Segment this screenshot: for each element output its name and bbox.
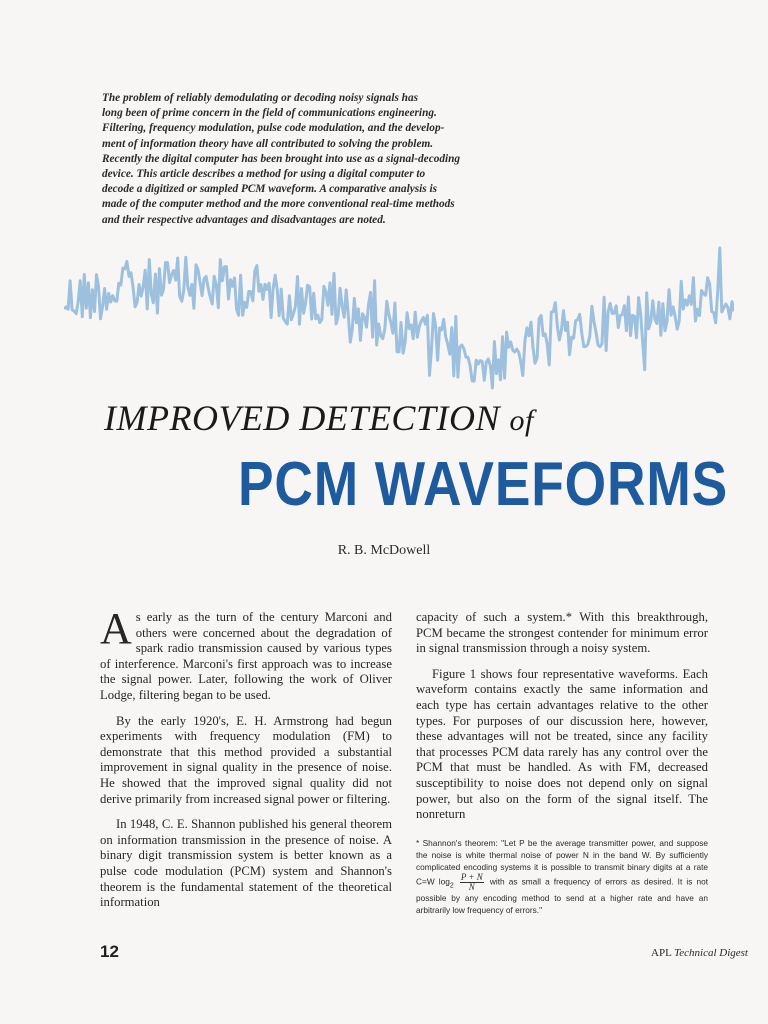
body-paragraph <box>100 604 392 704</box>
footnote-text-a: * Shannon's theorem: "Let P be the average transmitter power, and suppose the noise is white thermal noise of power N in the band W. By sufficiently complicated encoding systems it is possible to transmit binary digits at a rate C=W log <box>416 837 708 887</box>
title-line-1 <box>104 397 534 439</box>
abstract <box>102 91 582 228</box>
noisy-waveform-illustration <box>64 240 734 395</box>
abstract-line: Recently the digital computer has been brought into use as a signal-decoding <box>102 152 461 165</box>
body-paragraph: capacity of such a system.* With this breakthrough, PCM became the strongest contender for minimum error in signal transmission through a noisy system. <box>416 610 708 656</box>
footnote <box>416 837 708 916</box>
body-paragraph: In 1948, C. E. Shannon published his general theorem on information transmission in the presence of noise. A binary digit transmission system is better known as a pulse code modulation (PCM) system and Shannon's theorem is the fundamental statement of the theoretical information <box>100 817 392 910</box>
fraction-denominator: N <box>468 881 475 892</box>
abstract-line: Filtering, frequency modulation, pulse code modulation, and the develop- <box>102 122 445 135</box>
journal-title: Technical Digest <box>674 947 748 959</box>
title-line-2: PCM WAVEFORMS <box>238 450 729 519</box>
log-subscript: 2 <box>449 882 454 890</box>
abstract-line: ment of information theory have all contributed to solving the problem. <box>102 137 434 150</box>
page-number: 12 <box>100 942 119 961</box>
abstract-line: The problem of reliably demodulating or decoding noisy signals has <box>102 92 419 104</box>
paragraph-text: s early as the turn of the century Marconi and others were concerned about the degradation of spark radio transmission caused by various types of interference. Marconi's first approach was to increase the signal power. Later, following the work of Oliver Lodge, filtering began to be used. <box>100 610 392 702</box>
footnote-text-b: with as small a frequency of errors as desired. It is not possible by any encoding method to send at a higher rate and have an arbitrarily low frequency of errors." <box>416 876 709 916</box>
right-column <box>416 610 708 916</box>
abstract-line: decode a digitized or sampled PCM waveform. A comparative analysis is <box>102 183 438 196</box>
title-of: of <box>509 404 534 437</box>
waveform-line <box>64 248 734 388</box>
abstract-line: long been of prime concern in the field of communications engineering. <box>102 107 437 120</box>
body-paragraph: Figure 1 shows four representative waveforms. Each waveform contains exactly the same information and each type has certain advantages relative to the other types. For purposes of our discussion here, however, these advantages will not be treated, since any facility that processes PCM data rarely has any control over the PCM that must be handled. As with FM, decreased susceptibility to noise does not depend only on signal power, but also on the form of the signal itself. The nonreturn <box>416 666 708 822</box>
journal-prefix: APL <box>651 947 672 959</box>
title-main: IMPROVED DETECTION <box>104 398 500 438</box>
abstract-line: device. This article describes a method for using a digital computer to <box>102 168 426 181</box>
journal-name <box>584 947 748 959</box>
author: R. B. McDowell <box>337 543 431 558</box>
left-column <box>100 604 392 921</box>
abstract-line: and their respective advantages and disadvantages are noted. <box>102 213 386 226</box>
fraction-numerator: P + N <box>460 871 483 882</box>
body-paragraph: By the early 1920's, E. H. Armstrong had begun experiments with frequency modulation (FM) to demonstrate that this method provided a substantial improvement in signal quality in the presence of noise. He showed that the improved signal quality did not derive primarily from increased signal power or filtering. <box>100 713 392 806</box>
drop-cap: A <box>100 604 132 653</box>
fraction <box>460 873 484 892</box>
abstract-line: made of the computer method and the more conventional real-time methods <box>102 198 455 211</box>
